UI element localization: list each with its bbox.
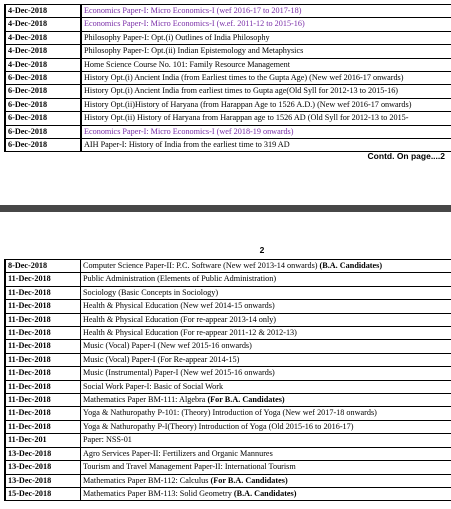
table-row (5, 353, 451, 366)
paper-title-text: Philosophy Paper-I: Opt.(ii) Indian Epistemology and Metaphysics (84, 46, 304, 56)
paper-title (81, 367, 451, 380)
exam-date: 11-Dec-2018 (5, 286, 81, 299)
exam-date: 11-Dec-2018 (5, 340, 81, 353)
paper-title (81, 31, 451, 44)
paper-title (81, 260, 451, 273)
table-row (5, 273, 451, 286)
paper-title-text: Public Administration (Elements of Public Administration) (83, 274, 277, 284)
paper-title (81, 353, 451, 366)
exam-date: 11-Dec-2018 (5, 353, 81, 366)
paper-title (81, 125, 451, 138)
paper-title (81, 286, 451, 299)
table-row (5, 45, 451, 58)
table-row (5, 58, 451, 71)
table-row (5, 112, 451, 125)
paper-title-text: Tourism and Travel Management Paper-II: International Tourism (83, 462, 296, 472)
exam-date: 6-Dec-2018 (5, 98, 81, 111)
paper-title (81, 98, 451, 111)
table-row (5, 340, 451, 353)
paper-title (81, 327, 451, 340)
table-row (5, 434, 451, 447)
exam-date: 4-Dec-2018 (5, 5, 81, 18)
paper-title (81, 380, 451, 393)
candidate-note: (For B.A. Candidates) (210, 475, 288, 485)
candidate-note: (For B.A. Candidates) (207, 395, 285, 405)
exam-date: 15-Dec-2018 (5, 487, 81, 500)
exam-date: 11-Dec-201 (5, 434, 81, 447)
paper-title (81, 85, 451, 98)
paper-title (81, 434, 451, 447)
exam-date: 11-Dec-2018 (5, 407, 81, 420)
table-row (5, 367, 451, 380)
table-row (5, 394, 451, 407)
paper-title-text: Mathematics Paper BM-113: Solid Geometry (83, 488, 234, 498)
paper-title-text: Computer Science Paper-II: P.C. Software (New wef 2013-14 onwards) (83, 261, 320, 270)
table-row (5, 85, 451, 98)
paper-title (81, 487, 451, 500)
paper-title (81, 447, 451, 460)
continued-note: Contd. On page....2 (367, 151, 445, 161)
paper-title-text: Yoga & Nathuropathy P-101: (Theory) Introduction of Yoga (New wef 2017-18 onwards) (83, 408, 377, 418)
table-row (5, 327, 451, 340)
paper-title (81, 394, 451, 407)
paper-title-text: Music (Instrumental) Paper-I (New wef 2015-16 onwards) (83, 368, 275, 378)
page-separator (0, 205, 451, 212)
paper-title-text: History Opt.(ii) History of Haryana from Harappan age to 1526 AD (Old Syll for 2012-13 to 2015- (84, 113, 409, 123)
paper-title-text: Economics Paper-I: Micro Economics-I (wef 2016-17 to 2017-18) (84, 6, 302, 15)
paper-title (81, 300, 451, 313)
paper-title (81, 18, 451, 31)
table-row (5, 72, 451, 85)
exam-date: 6-Dec-2018 (5, 139, 81, 152)
paper-title (81, 72, 451, 85)
paper-title-text: Economics Paper-I: Micro Economics-I (wef 2018-19 onwards) (84, 126, 294, 136)
table-row (5, 286, 451, 299)
paper-title-text: Sociology (Basic Concepts in Sociology) (83, 287, 219, 297)
paper-title-text: History Opt.(ii)History of Haryana (from Harappan Age to 1526 A.D.) (New wef 2016-17 onwards) (84, 99, 412, 109)
paper-title-text: Health & Physical Education (For re-appear 2011-12 & 2012-13) (83, 328, 297, 338)
paper-title-text: Agro Services Paper-II: Fertilizers and Organic Mannures (83, 448, 273, 458)
exam-date: 6-Dec-2018 (5, 125, 81, 138)
schedule-table-page-1 (4, 4, 451, 152)
table-row (5, 5, 451, 18)
table-row (5, 18, 451, 31)
paper-title-text: Mathematics Paper BM-112: Calculus (83, 475, 211, 485)
exam-date: 11-Dec-2018 (5, 327, 81, 340)
exam-date: 11-Dec-2018 (5, 367, 81, 380)
paper-title (81, 273, 451, 286)
paper-title (81, 474, 451, 487)
table-row (5, 380, 451, 393)
exam-date: 13-Dec-2018 (5, 461, 81, 474)
candidate-note: (B.A. Candidates) (319, 261, 383, 270)
table-row (5, 420, 451, 433)
paper-title (81, 45, 451, 58)
exam-date: 11-Dec-2018 (5, 273, 81, 286)
table-row (5, 447, 451, 460)
candidate-note: (B.A. Candidates) (233, 488, 297, 498)
paper-title-text: Health & Physical Education (For re-appear 2013-14 only) (83, 314, 277, 324)
exam-date: 11-Dec-2018 (5, 394, 81, 407)
paper-title (81, 420, 451, 433)
exam-date: 4-Dec-2018 (5, 31, 81, 44)
table-row (5, 461, 451, 474)
paper-title (81, 58, 451, 71)
paper-title (81, 112, 451, 125)
paper-title (81, 340, 451, 353)
paper-title-text: Music (Vocal) Paper-I (New wef 2015-16 onwards) (83, 341, 252, 351)
paper-title-text: History Opt.(i) Ancient India from earliest times to Gupta age(Old Syll for 2012-13 to 2015-16) (84, 86, 399, 96)
table-row (5, 260, 451, 273)
table-row (5, 31, 451, 44)
exam-date: 6-Dec-2018 (5, 72, 81, 85)
table-row (5, 125, 451, 138)
paper-title (81, 5, 451, 18)
paper-title-text: Paper: NSS-01 (83, 435, 132, 445)
paper-title-text: Philosophy Paper-I: Opt.(i) Outlines of India Philosophy (84, 32, 270, 42)
exam-date: 6-Dec-2018 (5, 85, 81, 98)
table-row (5, 407, 451, 420)
exam-date: 13-Dec-2018 (5, 447, 81, 460)
exam-date: 4-Dec-2018 (5, 58, 81, 71)
exam-date: 4-Dec-2018 (5, 45, 81, 58)
exam-date: 8-Dec-2018 (5, 260, 81, 273)
paper-title (81, 313, 451, 326)
exam-date: 4-Dec-2018 (5, 18, 81, 31)
paper-title-text: Music (Vocal) Paper-I (For Re-appear 2014-15) (83, 354, 240, 364)
table-row (5, 313, 451, 326)
table-row (5, 300, 451, 313)
exam-date: 11-Dec-2018 (5, 380, 81, 393)
paper-title-text: Social Work Paper-I: Basic of Social Work (83, 381, 224, 391)
table-row (5, 139, 451, 152)
paper-title (81, 139, 451, 152)
table-row (5, 474, 451, 487)
paper-title (81, 407, 451, 420)
paper-title-text: Mathematics Paper BM-111: Algebra (83, 395, 208, 405)
paper-title-text: Yoga & Nathuropathy P-I(Theory) Introduction of Yoga (Old 2015-16 to 2016-17) (83, 421, 354, 431)
exam-date: 13-Dec-2018 (5, 474, 81, 487)
table-row (5, 98, 451, 111)
paper-title-text: Economics Paper-I: Micro Economics-I (w.ef. 2011-12 to 2015-16) (84, 19, 305, 29)
paper-title-text: AIH Paper-I: History of India from the earliest time to 319 AD (84, 140, 290, 150)
paper-title-text: History Opt.(i) Ancient India (from Earliest times to the Gupta Age) (New wef 2016-17 onwards) (84, 73, 404, 83)
exam-date: 11-Dec-2018 (5, 313, 81, 326)
table-row (5, 487, 451, 500)
exam-date: 11-Dec-2018 (5, 420, 81, 433)
exam-date: 6-Dec-2018 (5, 112, 81, 125)
paper-title-text: Home Science Course No. 101: Family Resource Management (84, 59, 291, 69)
schedule-table-page-2 (4, 259, 451, 501)
paper-title-text: Health & Physical Education (New wef 2014-15 onwards) (83, 301, 275, 311)
page-number: 2 (259, 245, 265, 255)
paper-title (81, 461, 451, 474)
exam-date: 11-Dec-2018 (5, 300, 81, 313)
